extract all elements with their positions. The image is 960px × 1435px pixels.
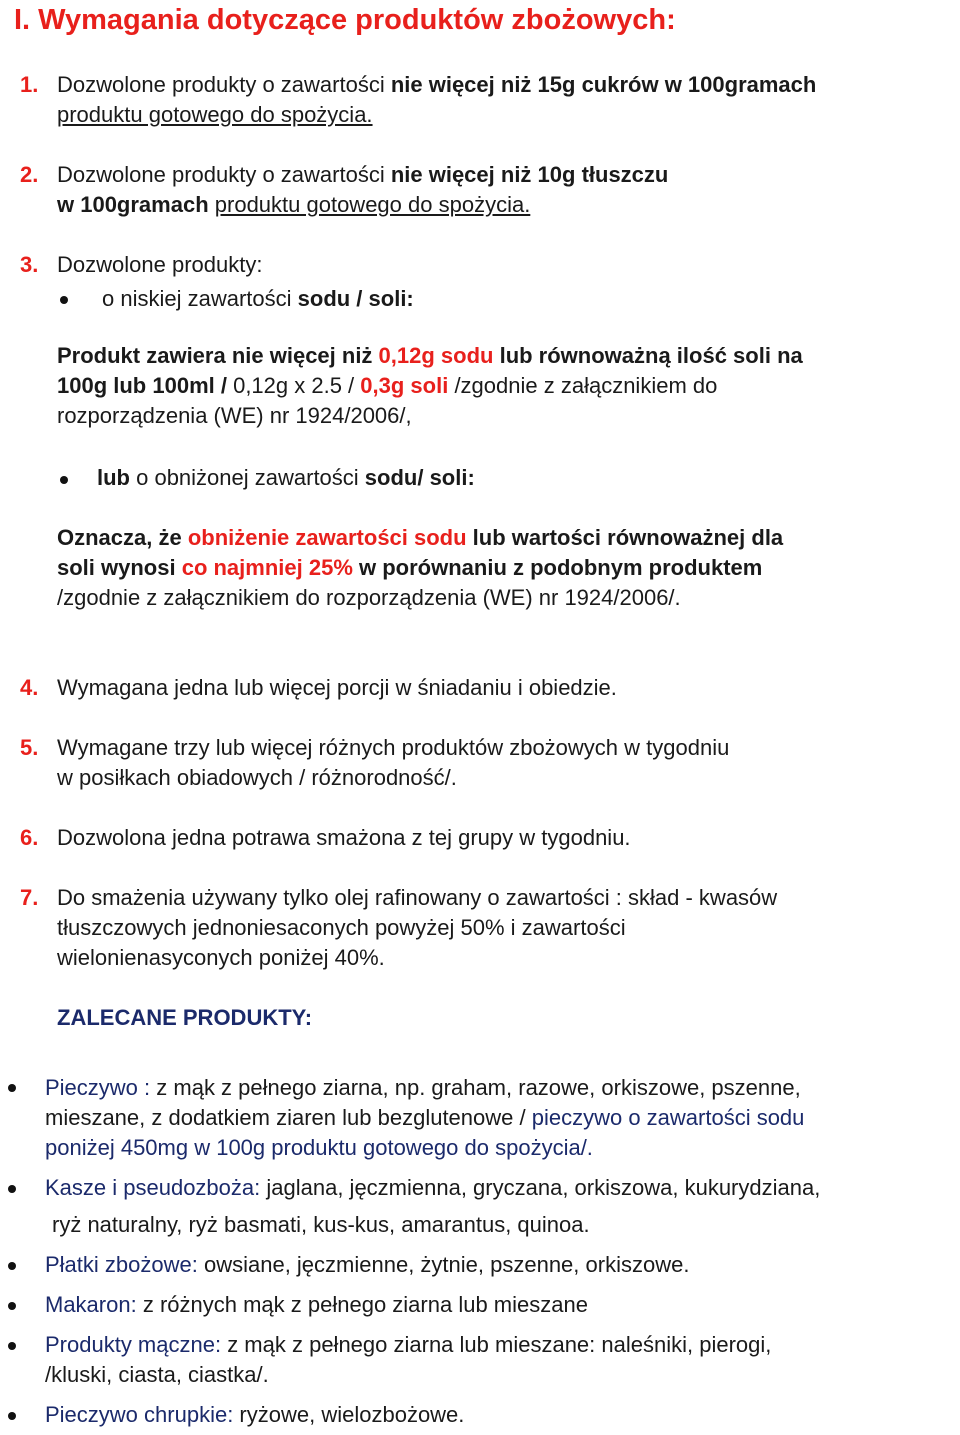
item-3-para-1-line-1: Produkt zawiera nie więcej niż 0,12g sodu lub równoważną ilość soli na (57, 343, 803, 368)
bullet-icon (8, 1302, 16, 1310)
recommended-item-flour-products-line-2: /kluski, ciasta, ciastka/. (45, 1362, 269, 1387)
item-6-line-1: Dozwolona jedna potrawa smażona z tej grupy w tygodniu. (57, 825, 631, 850)
bullet-icon (60, 476, 68, 484)
item-5-line-1: Wymagane trzy lub więcej różnych produktów zbożowych w tygodniu (57, 735, 730, 760)
bullet-icon (8, 1342, 16, 1350)
item-3-para-2-line-1: Oznacza, że obniżenie zawartości sodu lub wartości równoważnej dla (57, 525, 784, 550)
bullet-icon (8, 1185, 16, 1193)
item-number: 7. (20, 885, 39, 910)
recommended-item-flakes: Płatki zbożowe: owsiane, jęczmienne, żytnie, pszenne, orkiszowe. (45, 1252, 690, 1277)
item-5-line-2: w posiłkach obiadowych / różnorodność/. (57, 765, 457, 790)
item-number: 4. (20, 675, 39, 700)
item-3-para-1-line-2: 100g lub 100ml / 0,12g x 2.5 / 0,3g soli /zgodnie z załącznikiem do (57, 373, 718, 398)
recommended-item-bread-line-1: Pieczywo : z mąk z pełnego ziarna, np. graham, razowe, orkiszowe, pszenne, (45, 1075, 801, 1100)
recommended-item-pasta: Makaron: z różnych mąk z pełnego ziarna lub mieszane (45, 1292, 588, 1317)
item-7-line-1: Do smażenia używany tylko olej rafinowany o zawartości : skład - kwasów (57, 885, 778, 910)
item-number: 1. (20, 72, 39, 97)
item-number: 5. (20, 735, 39, 760)
recommended-item-bread-line-3: poniżej 450mg w 100g produktu gotowego do spożycia/. (45, 1135, 593, 1160)
item-1-line-2: produktu gotowego do spożycia. (57, 102, 373, 127)
bullet-icon (8, 1262, 16, 1270)
item-4-line-1: Wymagana jedna lub więcej porcji w śniadaniu i obiedzie. (57, 675, 617, 700)
recommended-item-bread-line-2: mieszane, z dodatkiem ziaren lub bezglutenowe / pieczywo o zawartości sodu (45, 1105, 805, 1130)
item-number: 6. (20, 825, 39, 850)
item-3-line-1: Dozwolone produkty: (57, 252, 263, 277)
recommended-item-crispbread: Pieczywo chrupkie: ryżowe, wielozbożowe. (45, 1402, 465, 1427)
bullet-icon (8, 1084, 16, 1092)
recommended-item-groats-line-1: Kasze i pseudozboża: jaglana, jęczmienna, gryczana, orkiszowa, kukurydziana, (45, 1175, 821, 1200)
item-3-para-2-line-2: soli wynosi co najmniej 25% w porównaniu z podobnym produktem (57, 555, 763, 580)
item-3-para-2-line-3: /zgodnie z załącznikiem do rozporządzenia (WE) nr 1924/2006/. (57, 585, 681, 610)
item-1-line-1: Dozwolone produkty o zawartości nie więcej niż 15g cukrów w 100gramach (57, 72, 817, 97)
bullet-icon (8, 1412, 16, 1420)
page-title: I. Wymagania dotyczące produktów zbożowych: (14, 4, 676, 36)
recommended-item-groats-line-2: ryż naturalny, ryż basmati, kus-kus, amarantus, quinoa. (52, 1212, 590, 1237)
recommended-item-flour-products-line-1: Produkty mączne: z mąk z pełnego ziarna lub mieszane: naleśniki, pierogi, (45, 1332, 772, 1357)
bullet-icon (60, 296, 68, 304)
item-7-line-2: tłuszczowych jednoniesaconych powyżej 50% i zawartości (57, 915, 626, 940)
item-3-para-1-line-3: rozporządzenia (WE) nr 1924/2006/, (57, 403, 412, 428)
item-2-line-1: Dozwolone produkty o zawartości nie więcej niż 10g tłuszczu (57, 162, 669, 187)
item-7-line-3: wielonienasyconych poniżej 40%. (57, 945, 385, 970)
item-number: 2. (20, 162, 39, 187)
recommended-heading: ZALECANE PRODUKTY: (57, 1005, 313, 1030)
item-3-bullet-2: lub o obniżonej zawartości sodu/ soli: (97, 465, 475, 490)
item-number: 3. (20, 252, 39, 277)
item-2-line-2: w 100gramach produktu gotowego do spożycia. (57, 192, 531, 217)
item-3-bullet-1: o niskiej zawartości sodu / soli: (102, 286, 414, 311)
